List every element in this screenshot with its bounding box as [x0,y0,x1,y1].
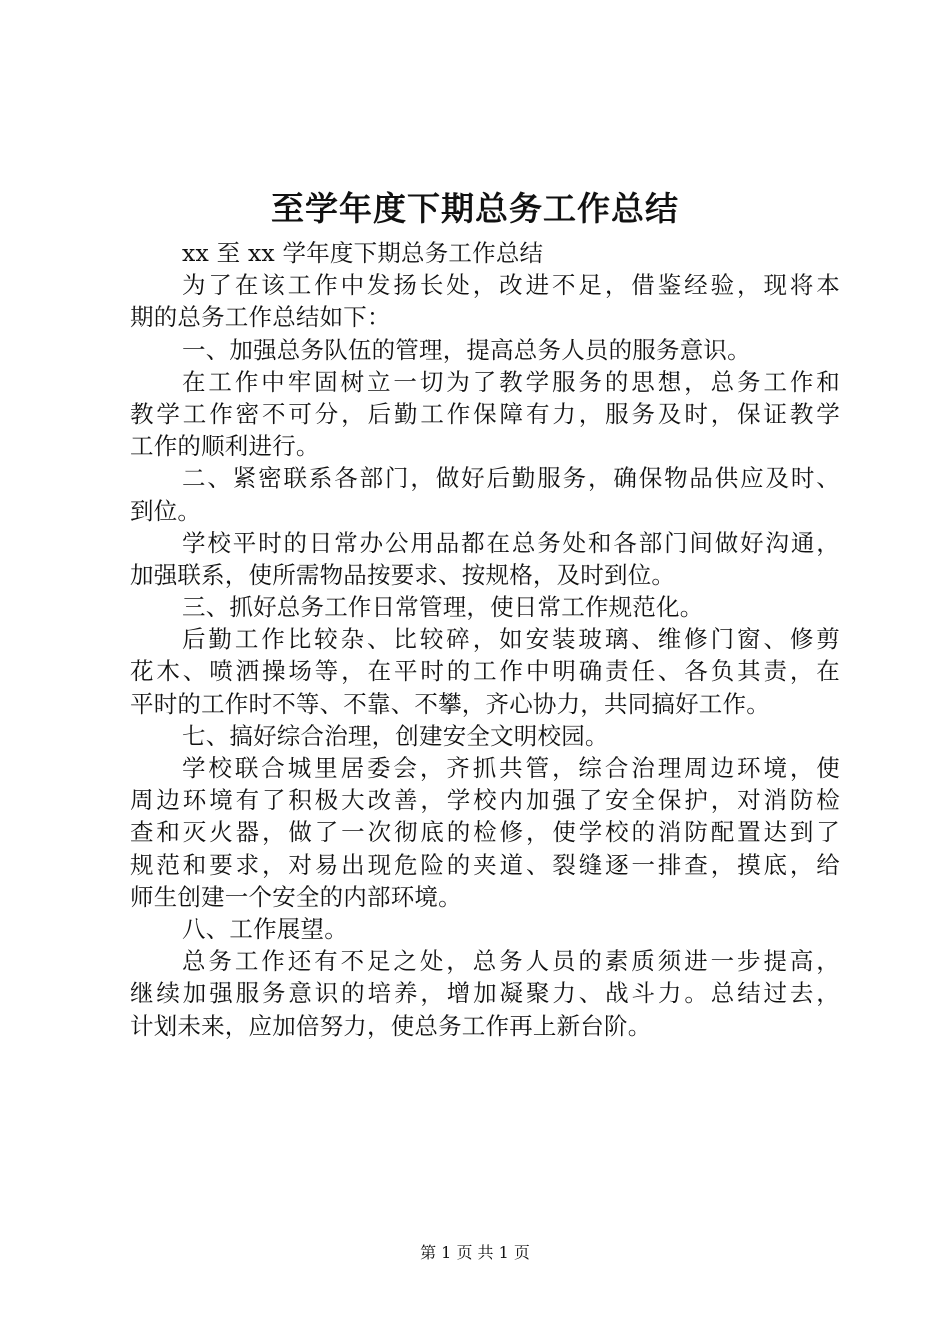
text-line: 教学工作密不可分，后勤工作保障有力，服务及时，保证教学 [130,399,840,428]
page-footer: 第 1 页 共 1 页 [420,1243,530,1262]
text-line: 在工作中牢固树立一切为了教学服务的思想，总务工作和 [182,367,840,396]
text-line: 规范和要求，对易出现危险的夹道、裂缝逐一排查，摸底，给 [130,850,840,879]
text-line: 到位。 [130,496,202,525]
text-line: 后勤工作比较杂、比较碎，如安装玻璃、维修门窗、修剪 [182,625,840,654]
document-body [130,237,840,1042]
text-line: 加强联系，使所需物品按要求、按规格，及时到位。 [130,560,676,589]
text-line: 总务工作还有不足之处，总务人员的素质须进一步提高， [182,947,840,976]
text-line: xx 至 xx 学年度下期总务工作总结 [182,239,544,267]
text-line: 学校平时的日常办公用品都在总务处和各部门间做好沟通， [182,528,840,557]
text-line: 二、紧密联系各部门，做好后勤服务，确保物品供应及时、 [182,464,840,493]
text-line: 工作的顺利进行。 [130,432,320,461]
text-line: 八、工作展望。 [182,914,348,943]
text-line: 三、抓好总务工作日常管理，使日常工作规范化。 [182,593,704,622]
text-line: 为了在该工作中发扬长处，改进不足，借鉴经验，现将本 [182,271,840,300]
text-line: 师生创建一个安全的内部环境。 [130,882,462,911]
text-line: 花木、喷洒操场等，在平时的工作中明确责任、各负其责，在 [130,657,840,686]
document-title: 至学年度下期总务工作总结 [271,189,679,228]
text-line: 七、搞好综合治理，创建安全文明校园。 [182,721,609,750]
text-line: 学校联合城里居委会，齐抓共管，综合治理周边环境，使 [182,754,840,782]
text-line: 计划未来，应加倍努力，使总务工作再上新台阶。 [130,1011,652,1040]
text-line: 周边环境有了积极大改善，学校内加强了安全保护，对消防检 [130,786,840,815]
text-line: 期的总务工作总结如下： [130,303,391,332]
text-line: 查和灭火器，做了一次彻底的检修，使学校的消防配置达到了 [130,818,840,847]
text-line: 继续加强服务意识的培养，增加凝聚力、战斗力。总结过去， [130,979,840,1008]
text-line: 一、加强总务队伍的管理，提高总务人员的服务意识。 [182,335,751,364]
text-line: 平时的工作时不等、不靠、不攀，齐心协力，共同搞好工作。 [130,689,770,718]
